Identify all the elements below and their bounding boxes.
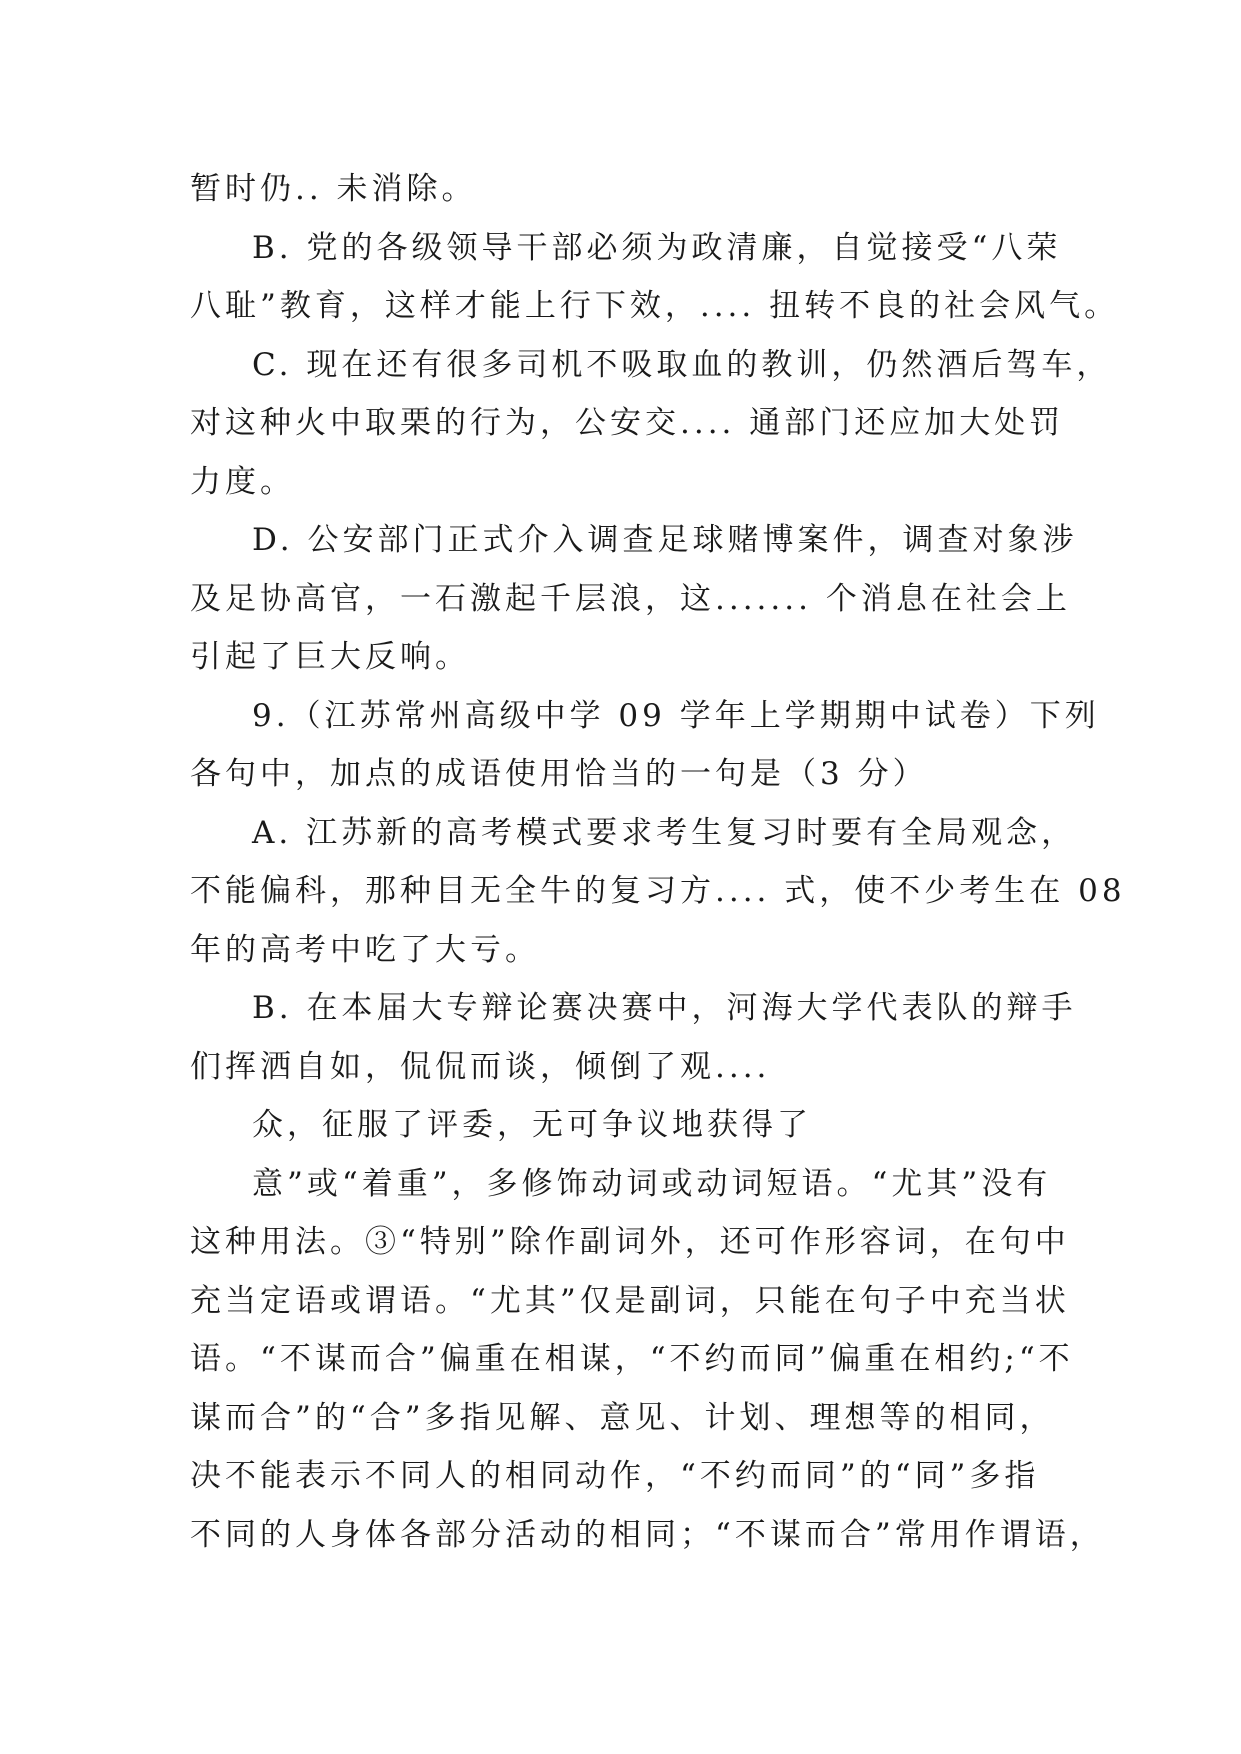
text-line: 对这种火中取栗的行为，公安交.... 通部门还应加大处罚 [190,405,1065,441]
text-line: 引起了巨大反响。 [190,639,470,675]
text-line: 年的高考中吃了大亏。 [190,931,540,968]
text-line: 9.（江苏常州高级中学 09 学年上学期期中试卷）下列 [252,697,1100,734]
text-line: A. 江苏新的高考模式要求考生复习时要有全局观念， [252,814,1077,851]
text-line: 这种用法。③“特别”除作副词外，还可作形容词，在句中 [190,1224,1070,1260]
text-line: 谋而合”的“合”多指见解、意见、计划、理想等的相同， [190,1399,1055,1436]
text-line: C. 现在还有很多司机不吸取血的教训，仍然酒后驾车， [252,346,1112,383]
document-body [190,160,1126,1564]
text-line: B. 党的各级领导干部必须为政清廉，自觉接受“八荣 [252,229,1062,266]
text-line: 充当定语或谓语。“尤其”仅是副词，只能在句子中充当状 [190,1282,1070,1319]
text-line: 八耻”教育，这样才能上行下效，.... 扭转不良的社会风气。 [190,288,1120,324]
text-line: 意”或“着重”，多修饰动词或动词短语。“尤其”没有 [252,1165,1052,1202]
text-line: 及足协高官，一石激起千层浪，这....... 个消息在社会上 [190,580,1071,617]
text-line: 暂时仍.. 未消除。 [190,171,477,207]
text-line: D. 公安部门正式介入调查足球赌博案件，调查对象涉 [252,522,1078,558]
text-line: 决不能表示不同人的相同动作，“不约而同”的“同”多指 [190,1458,1040,1494]
text-line: B. 在本届大专辩论赛决赛中，河海大学代表队的辩手 [252,990,1077,1026]
text-line: 各句中，加点的成语使用恰当的一句是（3 分） [190,756,928,792]
text-line: 力度。 [190,463,295,500]
text-line: 不能偏科，那种目无全牛的复习方.... 式，使不少考生在 08 [190,873,1126,909]
text-line: 语。“不谋而合”偏重在相谋，“不约而同”偏重在相约;“不 [190,1341,1074,1377]
text-line: 们挥洒自如，侃侃而谈，倾倒了观.... [190,1048,771,1085]
text-line: 不同的人身体各部分活动的相同；“不谋而合”常用作谓语， [190,1516,1105,1553]
text-line: 众，征服了评委，无可争议地获得了 [252,1107,812,1143]
